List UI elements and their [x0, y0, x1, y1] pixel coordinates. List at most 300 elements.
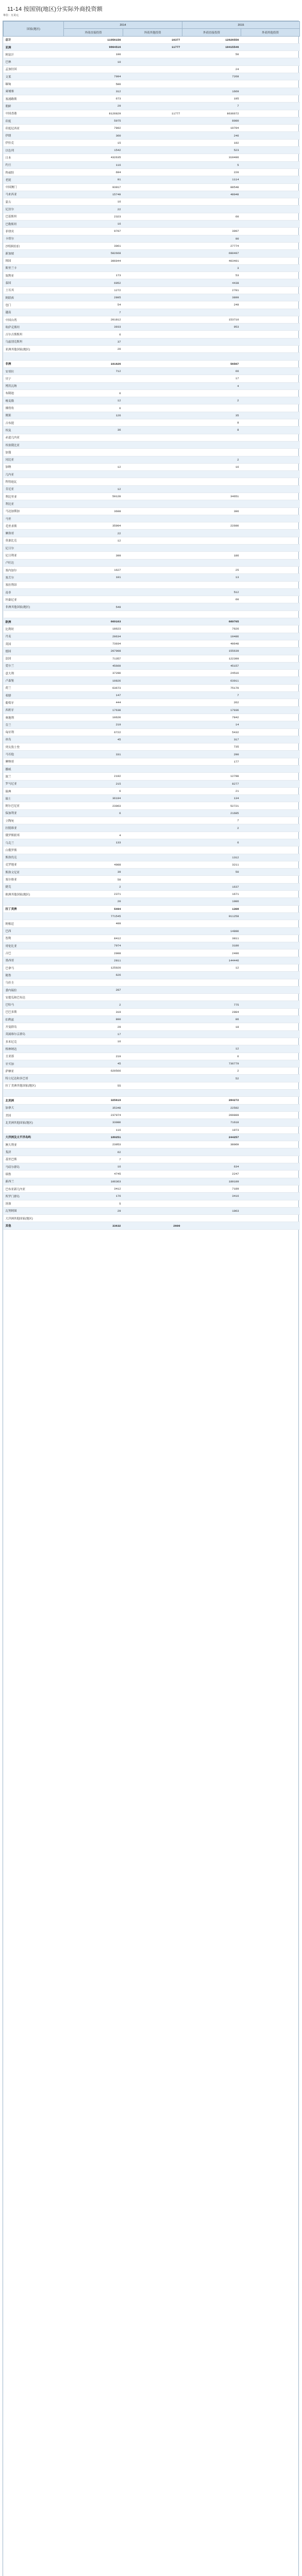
value-cell [241, 979, 300, 986]
value-cell: 91 [64, 176, 123, 183]
value-cell [123, 1104, 182, 1111]
region-cell [4, 611, 64, 618]
value-cell [123, 1090, 182, 1097]
value-cell [123, 1023, 182, 1030]
value-cell: 6 [64, 404, 123, 412]
table-row [4, 1075, 300, 1082]
value-cell [241, 316, 300, 323]
value-cell [123, 839, 182, 846]
value-cell: 12 [64, 463, 123, 470]
value-cell [64, 817, 123, 824]
value-cell: 10 [64, 58, 123, 65]
value-cell [241, 802, 300, 809]
value-cell [241, 346, 300, 353]
value-cell: 45 [64, 736, 123, 743]
value-cell [241, 787, 300, 794]
value-cell [123, 382, 182, 389]
value-cell [123, 1133, 182, 1141]
table-row [4, 88, 300, 95]
value-cell [123, 964, 182, 972]
value-cell: 403401 [182, 257, 241, 264]
value-cell [241, 1126, 300, 1133]
value-cell [64, 596, 123, 603]
table-row [4, 1030, 300, 1038]
value-cell [123, 1126, 182, 1133]
region-cell: 摩洛哥 [4, 530, 64, 537]
region-cell: 克罗地亚 [4, 861, 64, 868]
region-cell: 爱尔兰 [4, 662, 64, 669]
region-cell: 总计 [4, 36, 64, 43]
table-row [4, 485, 300, 493]
region-cell: 巴西 [4, 927, 64, 935]
value-cell [123, 633, 182, 640]
value-cell: 2496 [182, 950, 241, 957]
value-cell [123, 419, 182, 427]
value-cell: 287 [64, 986, 123, 993]
value-cell: 177 [182, 758, 241, 765]
value-cell: 134 [182, 795, 241, 802]
value-cell: 16 [64, 198, 123, 206]
value-cell [123, 809, 182, 817]
value-cell: 12 [182, 1045, 241, 1053]
value-cell: 215 [64, 780, 123, 787]
table-row [4, 73, 300, 80]
value-cell [123, 891, 182, 898]
value-cell [64, 353, 123, 360]
value-cell [241, 161, 300, 168]
value-cell: 6 [182, 839, 241, 846]
value-cell: 36194 [64, 795, 123, 802]
value-cell: 189251 [64, 1133, 123, 1141]
value-cell [64, 854, 123, 861]
value-cell [64, 449, 123, 456]
value-cell [241, 154, 300, 161]
value-cell [64, 1045, 123, 1053]
value-cell: 3899 [182, 294, 241, 301]
table-row [4, 611, 300, 618]
value-cell [64, 611, 123, 618]
table-row [4, 581, 300, 588]
table-row [4, 515, 300, 522]
table-row [4, 397, 300, 404]
value-cell: 16 [64, 1163, 123, 1171]
value-cell [123, 699, 182, 706]
region-cell: 尼泊尔 [4, 206, 64, 213]
region-cell: 亚洲 [4, 43, 64, 50]
value-cell [241, 264, 300, 272]
value-cell: 73034 [64, 640, 123, 647]
value-cell [241, 1038, 300, 1045]
value-cell: 17 [182, 375, 241, 382]
region-cell: 特立尼达和多巴哥 [4, 1075, 64, 1082]
table-row [4, 1200, 300, 1207]
value-cell [241, 367, 300, 375]
value-cell: 5494 [64, 905, 123, 912]
value-cell: 88548 [182, 183, 241, 191]
region-cell: 塞舌尔 [4, 574, 64, 581]
value-cell: 2 [182, 397, 241, 404]
value-cell: 249 [182, 301, 241, 309]
value-cell [123, 103, 182, 110]
table-row [4, 191, 300, 198]
value-cell [241, 603, 300, 611]
value-cell [182, 765, 241, 772]
value-cell: 35 [182, 412, 241, 419]
table-row [4, 854, 300, 861]
region-cell: 叙利亚 [4, 272, 64, 279]
value-cell [241, 891, 300, 898]
value-cell [241, 43, 300, 50]
value-cell [182, 1148, 241, 1156]
value-cell: 71357 [64, 655, 123, 662]
table-row [4, 95, 300, 102]
region-cell: 伊拉克 [4, 139, 64, 146]
value-cell [182, 471, 241, 478]
value-cell: 8636672 [182, 110, 241, 117]
value-cell [182, 537, 241, 544]
value-cell: 17638 [64, 706, 123, 714]
value-cell [123, 869, 182, 876]
table-row [4, 655, 300, 662]
value-cell: 911258 [182, 912, 241, 920]
value-cell [241, 279, 300, 286]
value-cell: 2192 [64, 773, 123, 780]
value-cell: 1627 [64, 566, 123, 573]
table-row [4, 979, 300, 986]
region-cell: 奥地利 [4, 714, 64, 721]
value-cell [241, 456, 300, 463]
region-cell: 安哥拉 [4, 367, 64, 375]
value-cell [123, 73, 182, 80]
value-cell [182, 449, 241, 456]
region-cell: 阿根廷 [4, 920, 64, 927]
value-cell: 18623 [64, 625, 123, 633]
value-cell [123, 51, 182, 58]
value-cell [123, 758, 182, 765]
region-cell: 越南 [4, 309, 64, 316]
value-cell: 53 [182, 272, 241, 279]
value-cell: 7626 [182, 625, 241, 633]
value-cell: 6 [64, 809, 123, 817]
value-cell: 33080 [64, 1119, 123, 1126]
table-row [4, 787, 300, 794]
value-cell [241, 662, 300, 669]
table-row [4, 920, 300, 927]
value-cell [123, 500, 182, 507]
value-cell: 48048 [182, 191, 241, 198]
value-cell [123, 286, 182, 294]
value-cell [241, 1171, 300, 1178]
table-row [4, 103, 300, 110]
value-cell [182, 353, 241, 360]
value-cell [123, 684, 182, 691]
table-row [4, 522, 300, 530]
value-cell [241, 132, 300, 139]
value-cell [241, 530, 300, 537]
region-cell: 斐济 [4, 1148, 64, 1156]
value-cell [182, 1222, 241, 1229]
value-cell [241, 324, 300, 331]
region-cell: 巴布亚新几内亚 [4, 1185, 64, 1192]
value-cell [123, 905, 182, 912]
value-cell: 8412 [64, 935, 123, 942]
value-cell: 25 [182, 566, 241, 573]
region-cell: 瓦努阿图 [4, 1207, 64, 1214]
value-cell [241, 832, 300, 839]
region-cell: 博茨瓦纳 [4, 382, 64, 389]
region-cell: 哈萨克斯坦 [4, 324, 64, 331]
region-cell: 意大利 [4, 670, 64, 677]
table-row [4, 773, 300, 780]
region-cell: 格林纳达 [4, 1045, 64, 1053]
table-row [4, 780, 300, 787]
table-row [4, 957, 300, 964]
table-row [4, 301, 300, 309]
value-cell [241, 537, 300, 544]
table-row [4, 161, 300, 168]
value-cell [123, 338, 182, 345]
value-cell [241, 1215, 300, 1222]
value-cell [123, 80, 182, 88]
value-cell [123, 324, 182, 331]
value-cell [64, 235, 123, 242]
value-cell [241, 1060, 300, 1067]
table-row [4, 1060, 300, 1067]
value-cell [123, 898, 182, 905]
value-cell: 29 [64, 1207, 123, 1214]
region-cell: 澳大利亚 [4, 1141, 64, 1148]
region-cell: 新西兰 [4, 1178, 64, 1185]
value-cell: 23953 [64, 1141, 123, 1148]
value-cell [241, 883, 300, 890]
region-cell [4, 1090, 64, 1097]
table-row [4, 552, 300, 559]
region-cell: 尼日利亚 [4, 552, 64, 559]
table-row [4, 714, 300, 721]
table-row [4, 493, 300, 500]
region-cell: 牙买加 [4, 1060, 64, 1067]
value-cell: 1114 [182, 176, 241, 183]
value-cell [123, 221, 182, 228]
value-cell [123, 1207, 182, 1214]
value-cell: 29634 [64, 633, 123, 640]
value-cell: 66 [182, 367, 241, 375]
table-row [4, 478, 300, 485]
value-cell: 27774 [182, 242, 241, 249]
value-cell [241, 441, 300, 448]
table-row [4, 264, 300, 272]
table-row [4, 972, 300, 979]
value-cell [241, 1090, 300, 1097]
value-cell [241, 183, 300, 191]
table-row [4, 596, 300, 603]
value-cell: 52721 [182, 802, 241, 809]
value-cell: 620566 [64, 1067, 123, 1075]
value-cell: 626 [64, 972, 123, 979]
value-cell [241, 419, 300, 427]
value-cell: 60 [182, 213, 241, 220]
table-row [4, 942, 300, 950]
region-cell: 卢旺达 [4, 559, 64, 566]
table-row [4, 382, 300, 389]
table-row [4, 404, 300, 412]
value-cell [182, 485, 241, 493]
value-cell [182, 389, 241, 397]
value-cell [64, 1075, 123, 1082]
region-cell: 马达加斯加 [4, 507, 64, 515]
value-cell: 11956156 [64, 36, 123, 43]
table-row [4, 1207, 300, 1214]
value-cell: 2008 [64, 950, 123, 957]
value-cell [64, 588, 123, 596]
value-cell [123, 463, 182, 470]
value-cell [123, 206, 182, 213]
table-row [4, 625, 300, 633]
value-cell [123, 1148, 182, 1156]
table-row [4, 80, 300, 88]
value-cell [123, 257, 182, 264]
value-cell [241, 286, 300, 294]
value-cell: 34651 [182, 493, 241, 500]
value-cell: 58 [64, 876, 123, 883]
value-cell [241, 493, 300, 500]
table-row [4, 1097, 300, 1104]
value-cell [241, 1082, 300, 1089]
value-cell [123, 331, 182, 338]
region-cell: 马耳他 [4, 751, 64, 758]
value-cell [123, 751, 182, 758]
value-cell: 549 [64, 603, 123, 611]
value-cell [241, 1222, 300, 1229]
region-cell: 智利 [4, 935, 64, 942]
value-cell [241, 389, 300, 397]
value-cell [123, 817, 182, 824]
value-cell [241, 728, 300, 736]
value-cell: 396 [182, 507, 241, 515]
value-cell [182, 1200, 241, 1207]
value-cell: 444 [64, 699, 123, 706]
value-cell: 39 [64, 869, 123, 876]
region-cell: 哥伦比亚 [4, 942, 64, 950]
value-cell [123, 920, 182, 927]
region-cell: 列支敦士登 [4, 743, 64, 751]
table-row [4, 728, 300, 736]
region-cell: 坦桑尼亚 [4, 596, 64, 603]
value-cell [241, 1119, 300, 1126]
page-title: 11-14 按国别(地区)分实际外商投资额 [7, 6, 103, 12]
region-cell: 佛得角 [4, 404, 64, 412]
value-cell: 8126829 [64, 110, 123, 117]
value-cell: 409 [64, 920, 123, 927]
value-cell: 195 [182, 95, 241, 102]
value-cell: 523 [182, 147, 241, 154]
value-cell: 694 [64, 168, 123, 176]
value-cell [241, 250, 300, 257]
value-cell [123, 1097, 182, 1104]
value-cell [241, 272, 300, 279]
region-cell: 墨西哥 [4, 957, 64, 964]
value-cell [241, 751, 300, 758]
value-cell: 6 [64, 331, 123, 338]
region-cell: 文莱 [4, 73, 64, 80]
value-cell [64, 545, 123, 552]
value-cell [123, 125, 182, 132]
value-cell [182, 309, 241, 316]
region-cell: 拉丁美洲其他国家(地区) [4, 1082, 64, 1089]
region-cell: 韩国 [4, 257, 64, 264]
value-cell [241, 1133, 300, 1141]
region-cell: 加蓬 [4, 449, 64, 456]
value-cell [123, 279, 182, 286]
value-cell [182, 515, 241, 522]
region-cell [4, 898, 64, 905]
region-cell: 古巴 [4, 950, 64, 957]
value-cell: 20 [64, 346, 123, 353]
value-cell [241, 920, 300, 927]
region-cell: 以色列 [4, 147, 64, 154]
value-cell: 1063 [182, 1207, 241, 1214]
value-cell [241, 1104, 300, 1111]
value-cell: 312 [64, 88, 123, 95]
value-cell [123, 176, 182, 183]
value-cell [123, 883, 182, 890]
value-cell [241, 721, 300, 728]
value-cell [123, 1082, 182, 1089]
value-cell [241, 427, 300, 434]
value-cell [241, 559, 300, 566]
value-cell [182, 1215, 241, 1222]
value-cell [123, 183, 182, 191]
table-row [4, 898, 300, 905]
value-cell: 432635 [64, 154, 123, 161]
value-cell [182, 832, 241, 839]
value-cell: 189109 [182, 1178, 241, 1185]
value-cell [64, 471, 123, 478]
value-cell: 3061 [64, 242, 123, 249]
value-cell [241, 382, 300, 389]
region-cell: 葡萄牙 [4, 699, 64, 706]
table-row [4, 1090, 300, 1097]
region-cell: 几内亚 [4, 471, 64, 478]
table-row [4, 228, 300, 235]
value-cell [241, 206, 300, 213]
value-cell [241, 507, 300, 515]
region-cell: 巴基斯坦 [4, 213, 64, 220]
value-cell [123, 117, 182, 124]
region-cell: 巴勒斯坦 [4, 221, 64, 228]
value-cell: 5075 [64, 117, 123, 124]
value-cell [241, 294, 300, 301]
region-cell: 也门 [4, 301, 64, 309]
value-cell [182, 1030, 241, 1038]
table-row [4, 677, 300, 684]
value-cell: 55 [64, 1082, 123, 1089]
region-cell: 英属维尔京群岛 [4, 1030, 64, 1038]
region-cell: 贝宁 [4, 375, 64, 382]
table-row [4, 1016, 300, 1023]
value-cell: 2 [64, 1001, 123, 1008]
value-cell: 106363 [64, 1178, 123, 1185]
value-cell [241, 235, 300, 242]
value-cell: 219 [64, 721, 123, 728]
table-row [4, 427, 300, 434]
value-cell: 12 [64, 485, 123, 493]
value-cell: 2600 [123, 1222, 182, 1229]
value-cell [64, 419, 123, 427]
value-cell [182, 611, 241, 618]
value-cell [64, 478, 123, 485]
value-cell [123, 191, 182, 198]
